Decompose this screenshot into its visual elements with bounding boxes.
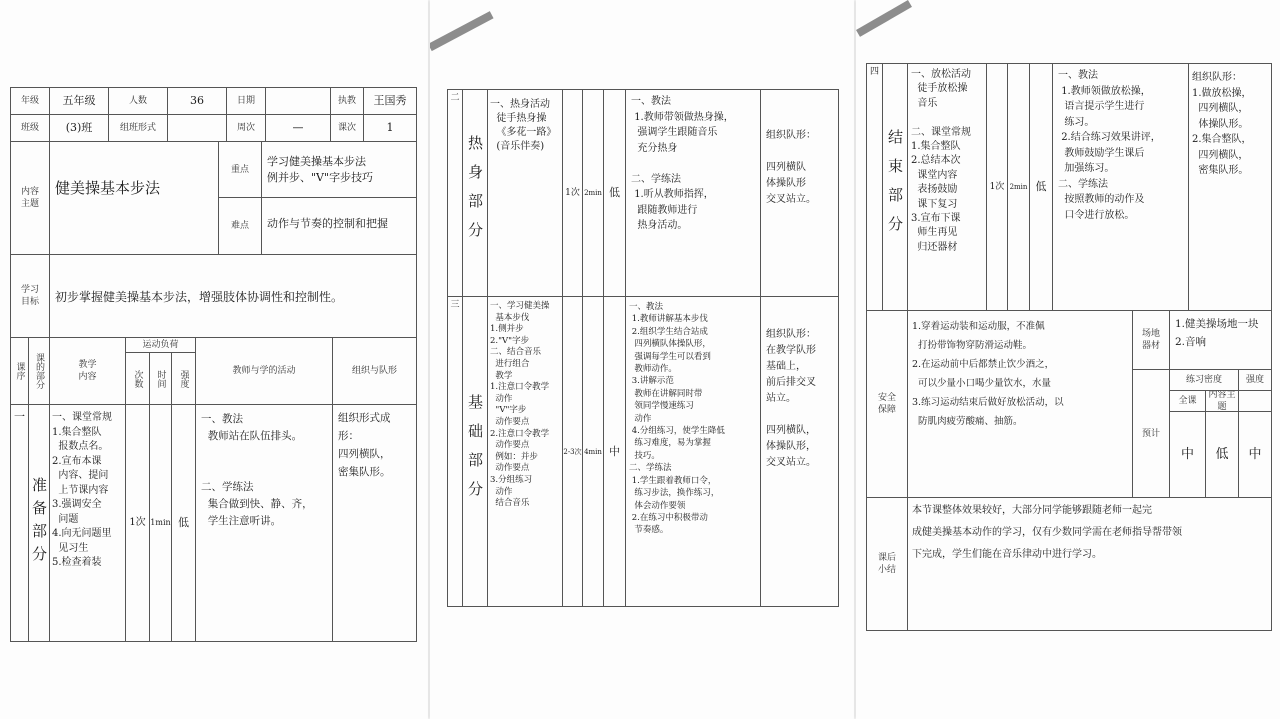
row3-times: 2-3次	[562, 296, 583, 607]
row1-part: 准备部分	[28, 404, 50, 642]
col-activity-header: 教师与学的活动	[195, 337, 333, 405]
safety-value: 1.穿着运动装和运动服，不准佩 打扮带饰物穿防滑运动鞋。 2.在运动前中后都禁止饮少酒之， 可以少量小口喝少量饮水，水量 3.练习运动结束后做好放松活动，以 防肌肉疲劳酸痛、抽筋。	[907, 310, 1133, 498]
row2-intensity: 低	[603, 89, 626, 297]
grade-value: 五年级	[49, 87, 109, 115]
date-value	[265, 87, 331, 115]
content-topic-value: 健美操基本步法	[49, 141, 219, 255]
col-org-header: 组织与队形	[332, 337, 417, 405]
venue-value: 1.健美操场地一块 2.音响	[1169, 310, 1272, 370]
paper-fold-shadow-2	[856, 0, 912, 37]
predict-label: 预计	[1132, 369, 1170, 498]
paper-fold-shadow	[430, 11, 494, 51]
row3-part: 基础部分	[462, 296, 488, 607]
row1-activity: 一、教法 教师站在队伍排头。 二、学练法 集合做到快、静、齐， 学生注意听讲。	[195, 404, 333, 642]
org-label: 组班形式	[108, 114, 168, 142]
row3-order: 三	[447, 296, 463, 607]
lesson-plan-page-3	[856, 0, 1280, 719]
row2-content: 一、热身活动 徒手热身操 《多花一路》 (音乐伴奏)	[487, 89, 563, 297]
col-load-header: 运动负荷	[125, 337, 196, 353]
strength-header-sub	[1238, 390, 1272, 412]
safety-label: 安全 保障	[866, 310, 908, 498]
week-value: —	[265, 114, 331, 142]
lesson-plan-page-1	[0, 0, 428, 719]
org-value	[167, 114, 227, 142]
learning-goal-value: 初步掌握健美操基本步法，增强肢体协调性和控制性。	[49, 254, 417, 338]
row1-times: 1次	[125, 404, 150, 642]
overall-header: 全课	[1169, 390, 1206, 412]
row2-org: 组织队形： 四列横队 体操队形 交叉站立。	[760, 89, 839, 297]
grade-label: 年级	[10, 87, 50, 115]
row1-content: 一、课堂常规 1.集合整队 报数点名。 2.宣布本课 内容、提问 上节课内容 3.强调安全 问题 4.向无问题里 见习生 5.检查着装	[49, 404, 126, 642]
row4-content: 一、放松活动 徒手放松操 音乐 二、课堂常规 1.集合整队 2.总结本次 课堂内容 表扬鼓励 课下复习 3.宣布下课 师生再见 归还器材	[907, 63, 987, 311]
learning-goal-label: 学习 目标	[10, 254, 50, 338]
count-value: 36	[167, 87, 227, 115]
venue-label: 场地 器材	[1132, 310, 1170, 370]
row2-times: 1次	[562, 89, 583, 297]
week-label: 周次	[226, 114, 266, 142]
row4-order: 四	[866, 63, 883, 311]
col-intensity-header: 强度	[171, 352, 196, 405]
row3-content: 一、学习健美操 基本步伐 1.侧并步 2."V"字步 二、结合音乐 进行组合 教学 1.注意口令教学 动作 "V"字步 动作要点 2.注意口令教学 动作要点 例如：并步 动作要点 3.分组练习 动作 结合音乐	[487, 296, 563, 607]
difficulty-label: 难点	[218, 197, 262, 255]
lesson-plan-page-2	[430, 0, 854, 719]
summary-value: 本节课整体效果较好，大部分同学能够跟随老师一起完 成健美操基本动作的学习，仅有少数同学需在老师指导帮带领 下完成，学生们能在音乐律动中进行学习。	[907, 497, 1272, 631]
teacher-value: 王国秀	[363, 87, 417, 115]
row3-time: 4min	[582, 296, 604, 607]
row4-intensity: 低	[1029, 63, 1053, 311]
row2-part: 热身部分	[462, 89, 488, 297]
row3-intensity: 中	[603, 296, 626, 607]
col-order-header: 课序	[10, 337, 29, 405]
row4-part: 结束部分	[882, 63, 908, 311]
row1-time: 1min	[149, 404, 172, 642]
key-point-label: 重点	[218, 141, 262, 198]
topic-density-value: 低	[1205, 411, 1239, 498]
col-time-header: 时间	[149, 352, 172, 405]
difficulty-value: 动作与节奏的控制和把握	[261, 197, 417, 255]
strength-value: 中	[1238, 411, 1272, 498]
col-times-header: 次数	[125, 352, 150, 405]
count-label: 人数	[108, 87, 168, 115]
topic-header: 内容主题	[1205, 390, 1239, 412]
col-content-header: 教学 内容	[49, 337, 126, 405]
row4-activity: 一、教法 1.教师领做放松操， 语言提示学生进行 练习。 2.结合练习效果讲评， 教师鼓励学生课后 加强练习。 二、学练法 按照教师的动作及 口令进行放松。	[1052, 63, 1189, 311]
row1-order: 一	[10, 404, 29, 642]
strength-header: 强度	[1238, 369, 1272, 391]
class-value: (3)班	[49, 114, 109, 142]
overall-density-value: 中	[1169, 411, 1206, 498]
density-title: 练习密度	[1169, 369, 1239, 391]
date-label: 日期	[226, 87, 266, 115]
lesson-value: 1	[363, 114, 417, 142]
row4-org: 组织队形： 1.做放松操， 四列横队， 体操队形。 2.集合整队， 四列横队， 密集队形。	[1188, 63, 1272, 311]
row3-org: 组织队形： 在教学队形 基础上， 前后排交叉 站立。 四列横队， 体操队形， 交叉站立。	[760, 296, 839, 607]
row4-time: 2min	[1007, 63, 1030, 311]
row2-order: 二	[447, 89, 463, 297]
content-topic-label: 内容 主题	[10, 141, 50, 255]
lesson-label: 课次	[330, 114, 364, 142]
class-label: 班级	[10, 114, 50, 142]
row1-intensity: 低	[171, 404, 196, 642]
row2-time: 2min	[582, 89, 604, 297]
row2-activity: 一、教法 1.教师带领做热身操， 强调学生跟随音乐 充分热身 二、学练法 1.听从教师指挥， 跟随教师进行 热身活动。	[625, 89, 761, 297]
row1-org: 组织形式成形： 四列横队， 密集队形。	[332, 404, 417, 642]
key-point-value: 学习健美操基本步法 例并步、"V"字步技巧	[261, 141, 417, 198]
teacher-label: 执教	[330, 87, 364, 115]
col-part-header: 课的部分	[28, 337, 50, 405]
row4-times: 1次	[986, 63, 1008, 311]
row3-activity: 一、教法 1.教师讲解基本步伐 2.组织学生结合站成 四列横队体操队形， 强调每学生可以看到 教师动作。 3.讲解示范 教师在讲解同时带 领同学慢速练习 动作 4.分组练习，使学生降低 练习难度，易为掌握 技巧。 二、学练法 1.学生跟着教师口令， 练习步法，换作练习， 体会动作要领 2.在练习中积极带动 节奏感。	[625, 296, 761, 607]
summary-label: 课后 小结	[866, 497, 908, 631]
